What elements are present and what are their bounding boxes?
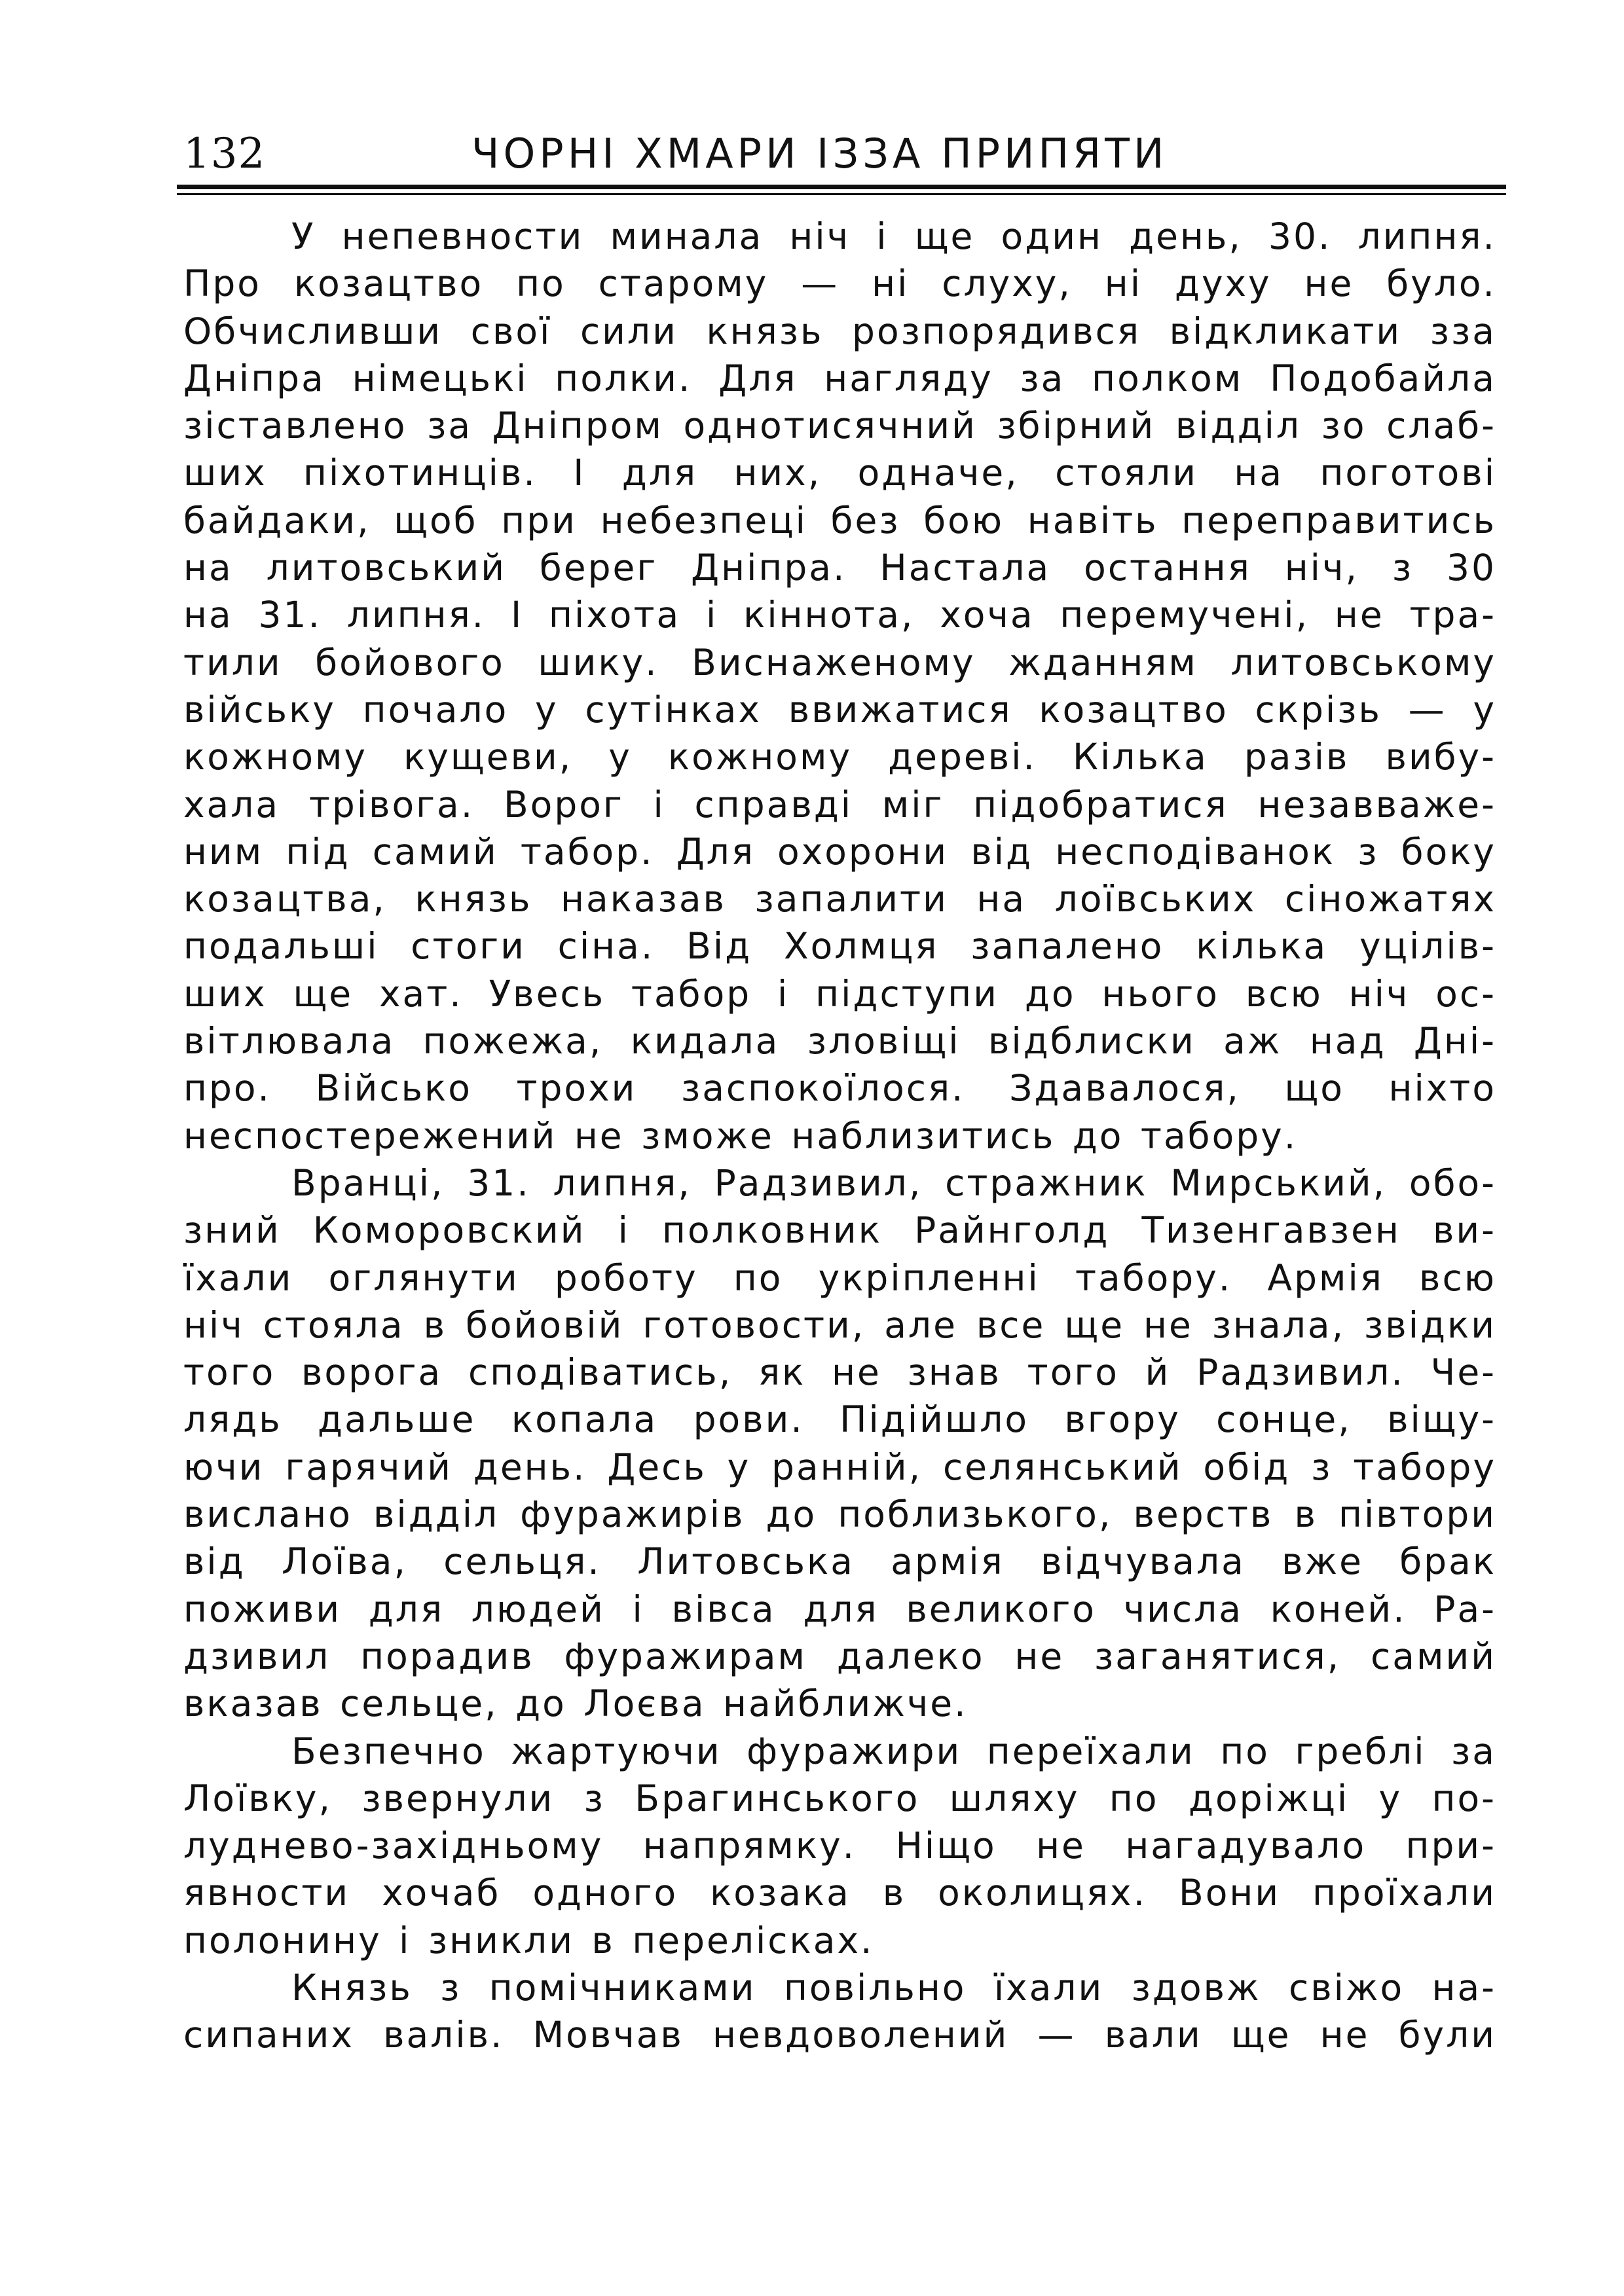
text-line: полонину і зникли в перелісках.	[183, 1919, 874, 1961]
text-line: ніч стояла в бойовій готовости, але все ще не знала, звідки	[183, 1303, 1496, 1346]
text-line: ших піхотинців. І для них, одначе, стояли на поготові	[183, 452, 1496, 494]
text-line: про. Військо трохи заспокоїлося. Здавалося, що ніхто	[183, 1067, 1496, 1110]
text-line: Дніпра німецькі полки. Для нагляду за полком Подобайла	[183, 357, 1496, 399]
text-line: Лоївку, звернули з Брагинського шляху по доріжці у по-	[183, 1777, 1496, 1819]
text-line: подальші стоги сіна. Від Холмця запалено кілька уцілів-	[183, 925, 1496, 968]
body-text	[183, 213, 1496, 2059]
text-line: того ворога сподіватись, як не знав того й Радзивил. Че-	[183, 1351, 1496, 1394]
header-rule-thick	[177, 185, 1506, 189]
text-line: зний Коморовский і полковник Райнголд Тизенгавзен ви-	[183, 1209, 1496, 1252]
text-line: Про козацтво по старому — ні слуху, ні духу не було.	[183, 263, 1496, 305]
text-line: явности хочаб одного козака в околицях. Вони проїхали	[183, 1872, 1496, 1914]
text-line: У непевности минала ніч і ще один день, 30. липня.	[291, 215, 1496, 257]
text-line: ючи гарячий день. Десь у ранній, селянський обід з табору	[183, 1446, 1496, 1488]
text-line: лудневo-західньому напрямку. Ніщо не нагадувало при-	[183, 1825, 1496, 1867]
text-line: від Лоїва, сельця. Литовська армія відчувала вже брак	[183, 1540, 1496, 1583]
text-line: ним під самий табор. Для охорони від несподіванок з боку	[183, 830, 1496, 873]
text-line: Вранці, 31. липня, Радзивил, стражник Мирський, обо-	[291, 1161, 1496, 1204]
text-line: вітлювала пожежа, кидала зловіщі відблиски аж над Дні-	[183, 1020, 1496, 1063]
text-line: лядь дальше копала рови. Підійшло вгору сонце, віщу-	[183, 1398, 1496, 1441]
text-line: їхали оглянути роботу по укріпленні табору. Армія всю	[183, 1256, 1496, 1299]
text-line: на 31. липня. І піхота і кіннота, хоча перемучені, не тра-	[183, 594, 1496, 636]
text-line: козацтва, князь наказав запалити на лоївських сіножатях	[183, 878, 1496, 920]
text-line: Обчисливши свої сили князь розпорядився відкликати зза	[183, 310, 1496, 352]
text-line: ших ще хат. Увесь табор і підступи до нього всю ніч ос-	[183, 972, 1496, 1015]
page-number: 132	[183, 130, 266, 178]
text-line: сипаних валів. Мовчав невдоволений — вали ще не були	[183, 2014, 1496, 2056]
header-rule-thin	[177, 193, 1506, 195]
text-line: хала трівога. Ворог і справді міг підобратися незавваже-	[183, 783, 1496, 826]
text-line: Безпечно жартуючи фуражири переїхали по греблі за	[291, 1730, 1496, 1772]
text-line: вказав сельце, до Лоєва найближче.	[183, 1683, 968, 1725]
text-line: поживи для людей і вівса для великого числа коней. Ра-	[183, 1588, 1496, 1630]
text-line: байдаки, щоб при небезпеці без бою навіть переправитись	[183, 499, 1496, 541]
text-line: на литовський берег Дніпра. Настала остання ніч, з 30	[183, 547, 1496, 589]
page-header	[183, 121, 1500, 187]
running-title: ЧОРНІ ХМАРИ ІЗЗА ПРИПЯТИ	[471, 130, 1168, 177]
text-line: дзивил порадив фуражирам далеко не заганятися, самий	[183, 1635, 1496, 1677]
text-line: вислано відділ фуражирів до поблизького, верств в півтори	[183, 1493, 1496, 1536]
text-line: війську почало у сутінках ввижатися козацтво скрізь — у	[183, 688, 1496, 731]
text-line: кожному кущеви, у кожному дереві. Кілька разів вибу-	[183, 736, 1496, 778]
text-line: Князь з помічниками повільно їхали здовж свіжо на-	[291, 1966, 1496, 2009]
text-line: неспостережений не зможе наблизитись до табору.	[183, 1114, 1298, 1157]
text-line: зіставлено за Дніпром однотисячний збірний відділ зо слаб-	[183, 405, 1496, 447]
text-line: тили бойового шику. Виснаженому жданням литовському	[183, 641, 1496, 683]
